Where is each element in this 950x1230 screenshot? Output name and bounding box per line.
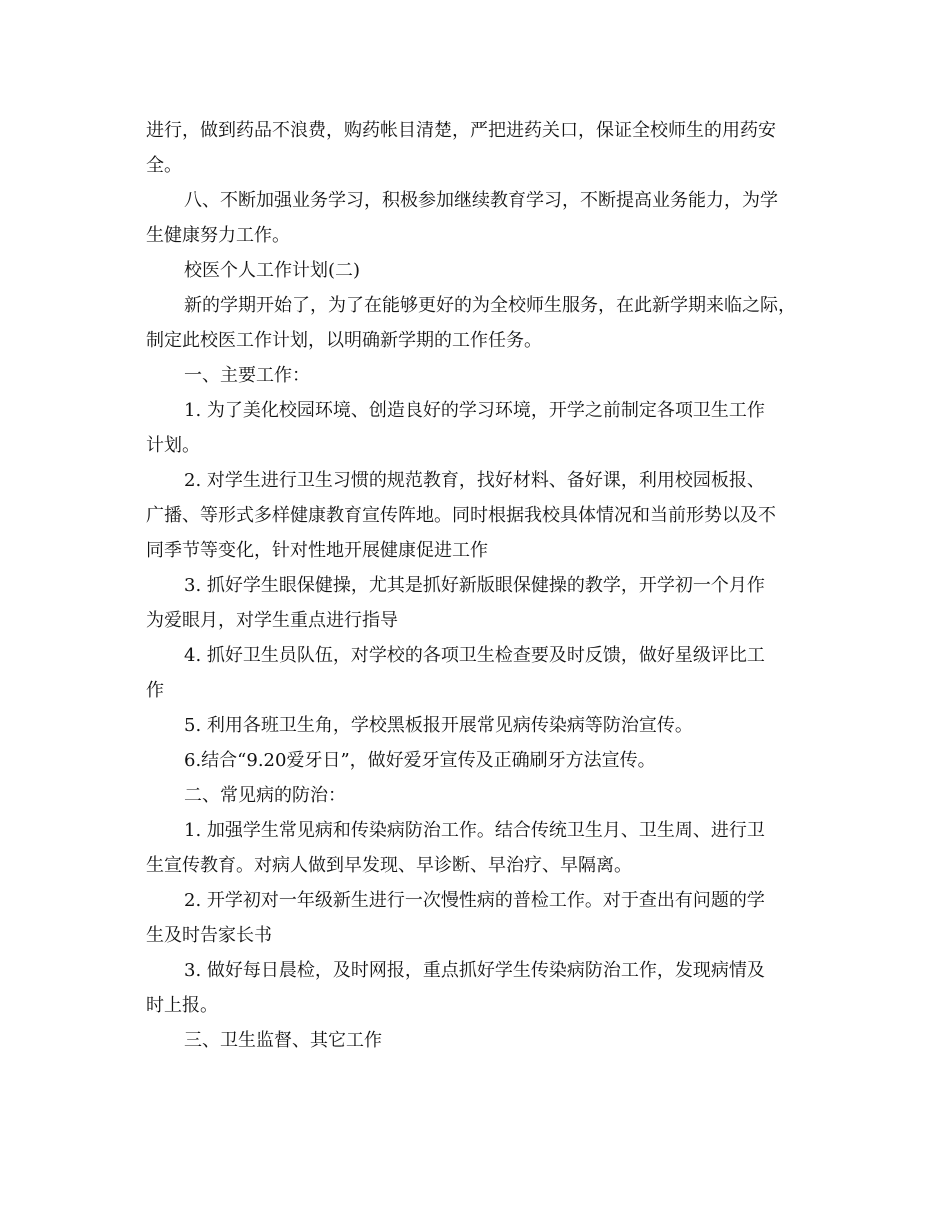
text-line: 广播、等形式多样健康教育宣传阵地。同时根据我校具体情况和当前形势以及不: [146, 505, 776, 526]
text-line: 时上报。: [146, 995, 218, 1016]
text-line: 制定此校医工作计划，以明确新学期的工作任务。: [146, 330, 542, 351]
text-line: 4. 抓好卫生员队伍，对学校的各项卫生检查要及时反馈，做好星级评比工: [184, 645, 765, 666]
text-line: 2. 开学初对一年级新生进行一次慢性病的普检工作。对于查出有问题的学: [184, 890, 765, 911]
text-line: 全。: [146, 155, 182, 176]
text-line: 5. 利用各班卫生角，学校黑板报开展常见病传染病等防治宣传。: [184, 715, 693, 736]
section-heading: 二、常见病的防治：: [184, 785, 346, 806]
text-line: 6.结合“9.20爱牙日”，做好爱牙宣传及正确刷牙方法宣传。: [184, 750, 656, 771]
text-line: 进行，做到药品不浪费，购药帐目清楚，严把进药关口，保证全校师生的用药安: [146, 120, 776, 141]
text-line: 生宣传教育。对病人做到早发现、早诊断、早治疗、早隔离。: [146, 855, 632, 876]
section-heading: 三、卫生监督、其它工作: [184, 1030, 382, 1051]
text-line: 1. 为了美化校园环境、创造良好的学习环境，开学之前制定各项卫生工作: [184, 400, 765, 421]
text-line: 生及时告家长书: [146, 925, 272, 946]
text-line: 3. 做好每日晨检，及时网报，重点抓好学生传染病防治工作，发现病情及: [184, 960, 765, 981]
document-page: [146, 113, 806, 1058]
section-title: 校医个人工作计划(二): [184, 260, 361, 281]
text-line: 3. 抓好学生眼保健操，尤其是抓好新版眼保健操的教学，开学初一个月作: [184, 575, 765, 596]
text-line: 生健康努力工作。: [146, 225, 290, 246]
text-line: 同季节等变化，针对性地开展健康促进工作: [146, 540, 488, 561]
section-heading: 一、主要工作：: [184, 365, 310, 386]
text-line: 计划。: [146, 435, 200, 456]
text-line: 新的学期开始了，为了在能够更好的为全校师生服务，在此新学期来临之际，: [184, 295, 796, 316]
text-line: 2. 对学生进行卫生习惯的规范教育，找好材料、备好课，利用校园板报、: [184, 470, 765, 491]
text-line: 作: [146, 680, 164, 701]
text-line: 八、不断加强业务学习，积极参加继续教育学习，不断提高业务能力，为学: [184, 190, 778, 211]
text-line: 为爱眼月，对学生重点进行指导: [146, 610, 398, 631]
text-line: 1. 加强学生常见病和传染病防治工作。结合传统卫生月、卫生周、进行卫: [184, 820, 765, 841]
